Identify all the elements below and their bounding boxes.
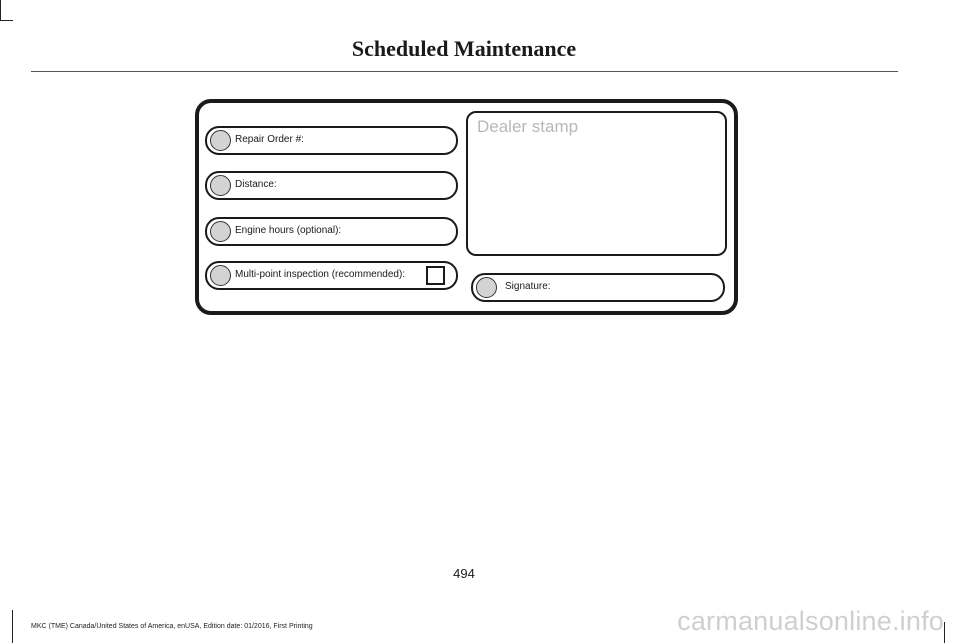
- repair-order-label: Repair Order #:: [235, 134, 304, 145]
- crop-mark-top-left: [0, 20, 13, 21]
- maintenance-record-card: [195, 99, 738, 315]
- circle-icon: [476, 277, 497, 298]
- signature-field[interactable]: [471, 273, 725, 302]
- page-number: 494: [453, 566, 475, 581]
- dealer-stamp-box: [466, 111, 727, 256]
- engine-hours-field[interactable]: [205, 217, 458, 246]
- footer-edition-note: MKC (TME) Canada/United States of America, enUSA, Edition date: 01/2016, First Printing: [31, 623, 313, 630]
- circle-icon: [210, 130, 231, 151]
- circle-icon: [210, 175, 231, 196]
- distance-field[interactable]: [205, 171, 458, 200]
- site-watermark: carmanualsonline.info: [677, 606, 944, 636]
- engine-hours-label: Engine hours (optional):: [235, 225, 342, 236]
- crop-mark-bottom-right: [944, 622, 945, 643]
- crop-mark-top-left: [0, 0, 1, 20]
- inspection-checkbox[interactable]: [426, 266, 445, 285]
- dealer-stamp-label: Dealer stamp: [477, 117, 579, 136]
- crop-mark-bottom-left: [12, 610, 13, 643]
- circle-icon: [210, 221, 231, 242]
- multipoint-inspection-label: Multi-point inspection (recommended):: [235, 269, 406, 280]
- signature-label: Signature:: [505, 281, 551, 292]
- page-title: Scheduled Maintenance: [351, 36, 577, 61]
- multipoint-inspection-field[interactable]: [205, 261, 458, 290]
- circle-icon: [210, 265, 231, 286]
- repair-order-field[interactable]: [205, 126, 458, 155]
- title-divider: [31, 71, 898, 72]
- distance-label: Distance:: [235, 179, 277, 190]
